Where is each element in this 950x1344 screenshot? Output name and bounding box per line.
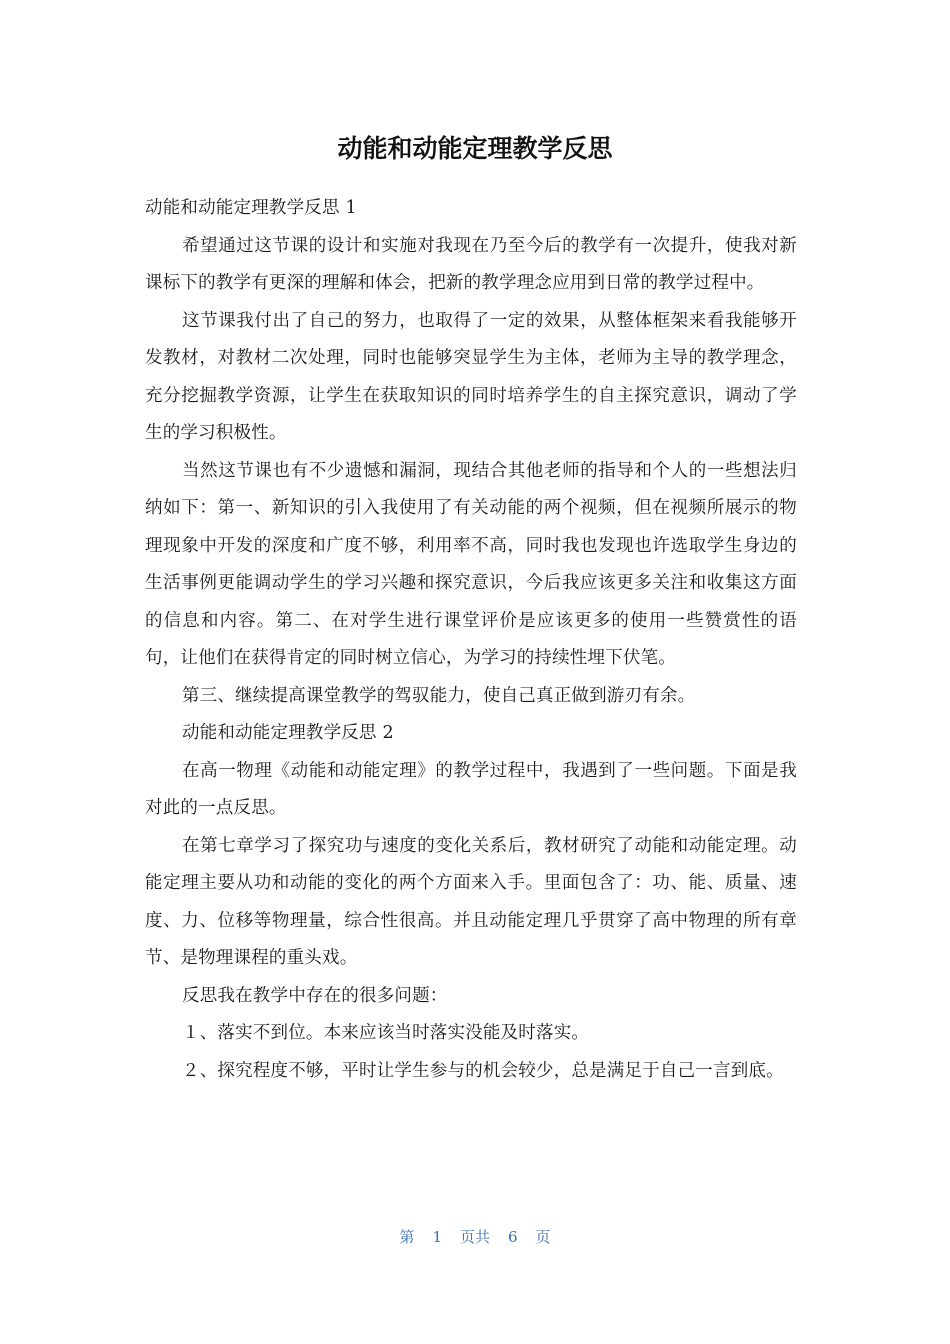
document-title: 动能和动能定理教学反思 bbox=[337, 134, 613, 163]
paragraph: 当然这节课也有不少遗憾和漏洞，现结合其他老师的指导和个人的一些想法归纳如下：第一、新知识的引入我使用了有关动能的两个视频，但在视频所展示的物理现象中开发的深度和广度不够，利用率不高，同时我也发现也许选取学生身边的生活事例更能调动学生的学习兴趣和探究意识，今后我应该更多关注和收集这方面的信息和内容。第二、在对学生进行课堂评价是应该更多的使用一些赞赏性的语句，让他们在获得肯定的同时树立信心，为学习的持续性埋下伏笔。 bbox=[145, 460, 797, 668]
section-heading-1: 动能和动能定理教学反思 1 bbox=[145, 198, 357, 218]
list-item: １、落实不到位。本来应该当时落实没能及时落实。 bbox=[182, 1023, 590, 1043]
list-item: ２、探究程度不够，平时让学生参与的机会较少，总是满足于自己一言到底。 bbox=[182, 1060, 784, 1081]
footer-page-number: 1 bbox=[432, 1228, 442, 1246]
paragraph: 希望通过这节课的设计和实施对我现在乃至今后的教学有一次提升，使我对新课标下的教学有更深的理解和体会，把新的教学理念应用到日常的教学过程中。 bbox=[145, 235, 797, 293]
section-heading-2: 动能和动能定理教学反思 2 bbox=[182, 723, 394, 743]
footer-suffix: 页 bbox=[535, 1228, 551, 1246]
paragraph: 在第七章学习了探究功与速度的变化关系后，教材研究了动能和动能定理。动能定理主要从功和动能的变化的两个方面来入手。里面包含了：功、能、质量、速度、力、位移等物理量，综合性很高。并且动能定理几乎贯穿了高中物理的所有章节、是物理课程的重头戏。 bbox=[145, 835, 797, 968]
page-footer bbox=[0, 1227, 950, 1247]
footer-prefix: 第 bbox=[399, 1228, 415, 1246]
document-body bbox=[145, 190, 797, 1090]
paragraph: 这节课我付出了自己的努力，也取得了一定的效果，从整体框架来看我能够开发教材，对教材二次处理，同时也能够突显学生为主体，老师为主导的教学理念，充分挖掘教学资源，让学生在获取知识的同时培养学生的自主探究意识，调动了学生的学习积极性。 bbox=[145, 310, 797, 443]
paragraph: 反思我在教学中存在的很多问题： bbox=[182, 985, 448, 1006]
paragraph: 第三、继续提高课堂教学的驾驭能力，使自己真正做到游刃有余。 bbox=[182, 685, 696, 706]
paragraph: 在高一物理《动能和动能定理》的教学过程中，我遇到了一些问题。下面是我对此的一点反思。 bbox=[145, 760, 797, 818]
footer-total-pages: 6 bbox=[508, 1228, 518, 1246]
footer-middle: 页共 bbox=[459, 1228, 490, 1246]
